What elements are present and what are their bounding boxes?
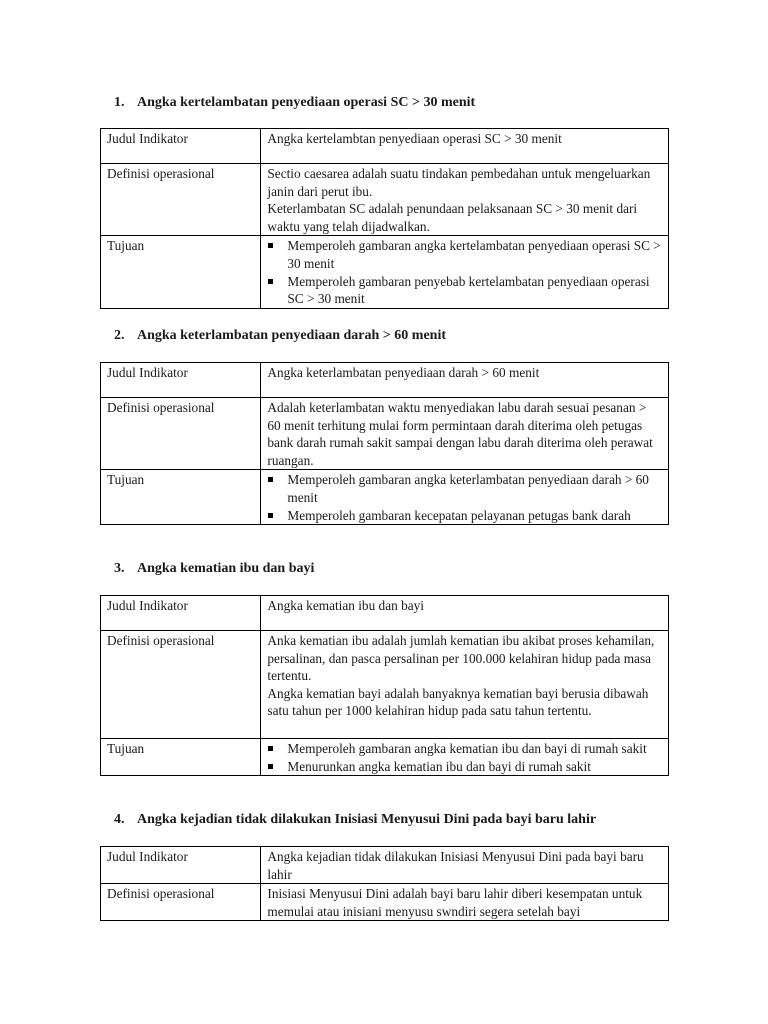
row-tujuan [101, 470, 669, 525]
tujuan-list [267, 237, 662, 307]
section-number: 1. [114, 95, 125, 110]
row-value: Angka keterlambatan penyediaan darah > 60 menit [261, 363, 669, 398]
section-2-heading [114, 327, 446, 345]
row-value: Angka kejadian tidak dilakukan Inisiasi Menyusui Dini pada bayi baru lahir [261, 847, 669, 884]
section-4-heading [114, 811, 596, 829]
section-3-heading [114, 560, 314, 578]
section-title: Angka kejadian tidak dilakukan Inisiasi Menyusui Dini pada bayi baru lahir [137, 812, 597, 827]
definition-paragraph: Anka kematian ibu adalah jumlah kematian ibu akibat proses kehamilan, persalinan, dan pasca persalinan per 100.000 kelahiran hidup pada masa tertentu. [267, 633, 655, 684]
definition-paragraph: Adalah keterlambatan waktu menyediakan labu darah sesuai pesanan > 60 menit terhitung mulai form permintaan darah diterima oleh petugas bank darah rumah sakit sampai dengan labu darah diterima oleh perawat ruangan. [267, 400, 653, 468]
bullet-square-icon [268, 279, 273, 284]
row-value [261, 631, 669, 739]
row-value [261, 164, 669, 236]
row-definisi-operasional [101, 164, 669, 236]
row-label: Definisi operasional [101, 631, 261, 739]
definition-paragraph: Sectio caesarea adalah suatu tindakan pembedahan untuk mengeluarkan janin dari perut ibu. [267, 166, 651, 199]
row-value: Angka kertelambtan penyediaan operasi SC > 30 menit [261, 129, 669, 164]
row-definisi-operasional [101, 884, 669, 921]
bullet-square-icon [268, 477, 273, 482]
row-label: Judul Indikator [101, 596, 261, 631]
row-label: Judul Indikator [101, 129, 261, 164]
list-item: Menurunkan angka kematian ibu dan bayi di rumah sakit [267, 758, 662, 776]
definition-paragraph: Angka kematian bayi adalah banyaknya kematian bayi berusia dibawah satu tahun per 1000 kelahiran hidup pada satu tahun tertentu. [267, 685, 649, 719]
row-label: Definisi operasional [101, 398, 261, 470]
row-judul-indikator [101, 129, 669, 164]
row-label: Tujuan [101, 236, 261, 308]
bullet-square-icon [268, 764, 273, 769]
bullet-square-icon [268, 243, 273, 248]
row-judul-indikator [101, 363, 669, 398]
list-item: Memperoleh gambaran angka kertelambatan penyediaan operasi SC > 30 menit [267, 237, 662, 272]
section-1-heading [114, 94, 475, 112]
list-item: Memperoleh gambaran angka kematian ibu dan bayi di rumah sakit [267, 740, 662, 758]
row-label: Judul Indikator [101, 363, 261, 398]
tujuan-list [267, 740, 662, 775]
section-number: 4. [114, 812, 125, 827]
row-label: Tujuan [101, 739, 261, 776]
row-label: Definisi operasional [101, 164, 261, 236]
indicator-table-1 [100, 128, 669, 309]
row-value: Angka kematian ibu dan bayi [261, 596, 669, 631]
definition-paragraph: Keterlambatan SC adalah penundaan pelaksanaan SC > 30 menit dari waktu yang telah dijadwalkan. [267, 201, 638, 234]
row-value [261, 236, 669, 308]
row-definisi-operasional [101, 398, 669, 470]
row-value [261, 884, 669, 921]
section-title: Angka keterlambatan penyediaan darah > 60 menit [137, 328, 446, 343]
row-value [261, 470, 669, 525]
indicator-table-2 [100, 362, 669, 525]
indicator-table-4 [100, 846, 669, 921]
bullet-square-icon [268, 746, 273, 751]
row-value [261, 739, 669, 776]
tujuan-list [267, 471, 662, 524]
row-label: Definisi operasional [101, 884, 261, 921]
list-item: Memperoleh gambaran angka keterlambatan penyediaan darah > 60 menit [267, 471, 662, 506]
row-judul-indikator [101, 596, 669, 631]
section-title: Angka kematian ibu dan bayi [137, 561, 315, 576]
row-tujuan [101, 236, 669, 308]
definition-paragraph: Inisiasi Menyusui Dini adalah bayi baru lahir diberi kesempatan untuk memulai atau inisiani menyusu swndiri segera setelah bayi [267, 886, 643, 919]
list-item: Memperoleh gambaran kecepatan pelayanan petugas bank darah [267, 507, 662, 525]
row-value [261, 398, 669, 470]
row-label: Judul Indikator [101, 847, 261, 884]
row-definisi-operasional [101, 631, 669, 739]
row-label: Tujuan [101, 470, 261, 525]
row-tujuan [101, 739, 669, 776]
section-title: Angka kertelambatan penyediaan operasi SC > 30 menit [137, 95, 476, 110]
bullet-square-icon [268, 513, 273, 518]
section-number: 2. [114, 328, 125, 343]
list-item: Memperoleh gambaran penyebab kertelambatan penyediaan operasi SC > 30 menit [267, 273, 662, 308]
row-judul-indikator [101, 847, 669, 884]
section-number: 3. [114, 561, 125, 576]
indicator-table-3 [100, 595, 669, 776]
